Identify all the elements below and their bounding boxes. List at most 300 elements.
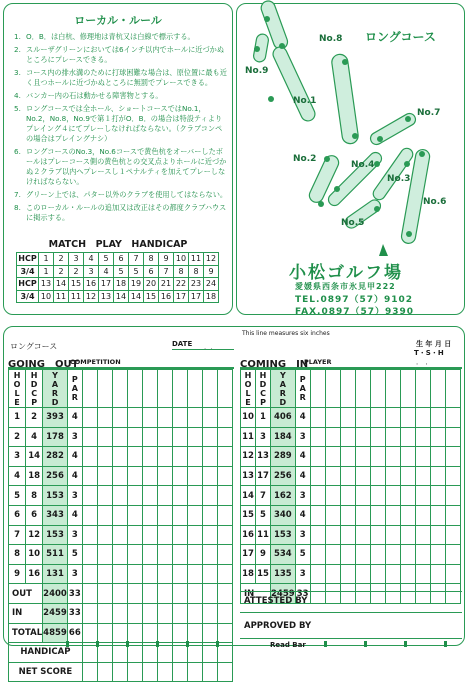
total-entry-cell[interactable] <box>142 584 157 604</box>
score-entry-cell[interactable] <box>385 427 400 447</box>
score-entry-cell[interactable] <box>355 525 370 545</box>
score-yard: 406 <box>271 408 296 428</box>
score-entry-cell[interactable] <box>157 505 172 525</box>
club-address: 愛媛県西条市氷見甲222 <box>295 282 396 291</box>
total-entry-cell[interactable] <box>97 584 112 604</box>
score-hole: 4 <box>9 466 26 486</box>
player-score-header[interactable] <box>325 370 340 408</box>
course-map-panel <box>236 3 465 315</box>
summary-entry-cell[interactable] <box>187 662 202 682</box>
score-entry-cell[interactable] <box>97 447 112 467</box>
score-entry-cell[interactable] <box>112 505 127 525</box>
score-entry-cell[interactable] <box>202 545 217 565</box>
score-row <box>9 505 233 525</box>
score-entry-cell[interactable] <box>112 408 127 428</box>
score-entry-cell[interactable] <box>325 486 340 506</box>
score-entry-cell[interactable] <box>82 427 97 447</box>
score-par: 4 <box>295 466 310 486</box>
score-entry-cell[interactable] <box>127 545 142 565</box>
total-entry-cell[interactable] <box>187 603 202 623</box>
summary-entry-cell[interactable] <box>97 643 112 663</box>
date-field[interactable]: ．． <box>204 343 221 351</box>
score-entry-cell[interactable] <box>310 466 325 486</box>
score-entry-cell[interactable] <box>172 505 187 525</box>
score-entry-cell[interactable] <box>112 427 127 447</box>
score-entry-cell[interactable] <box>430 505 445 525</box>
score-yard: 393 <box>43 408 68 428</box>
total-entry-cell[interactable] <box>202 584 217 604</box>
read-bar-tick <box>364 641 367 647</box>
score-entry-cell[interactable] <box>97 427 112 447</box>
approved-by-field[interactable] <box>240 619 462 639</box>
score-par: 3 <box>67 427 82 447</box>
score-entry-cell[interactable] <box>325 545 340 565</box>
summary-entry-cell[interactable] <box>142 662 157 682</box>
score-entry-cell[interactable] <box>430 486 445 506</box>
read-bar-tick <box>96 641 99 647</box>
score-entry-cell[interactable] <box>97 505 112 525</box>
score-entry-cell[interactable] <box>400 545 415 565</box>
total-entry-cell[interactable] <box>202 623 217 643</box>
score-yard: 153 <box>43 486 68 506</box>
score-entry-cell[interactable] <box>172 447 187 467</box>
summary-entry-cell[interactable] <box>157 662 172 682</box>
score-entry-cell[interactable] <box>157 564 172 584</box>
score-entry-cell[interactable] <box>127 486 142 506</box>
score-entry-cell[interactable] <box>97 408 112 428</box>
score-entry-cell[interactable] <box>445 545 460 565</box>
coming-in-title: COMING IN <box>240 359 309 370</box>
score-entry-cell[interactable] <box>82 486 97 506</box>
total-entry-cell[interactable] <box>82 623 97 643</box>
score-entry-cell[interactable] <box>385 505 400 525</box>
score-entry-cell[interactable] <box>355 505 370 525</box>
handicap-cell: 10 <box>39 290 54 303</box>
summary-entry-cell[interactable] <box>82 662 97 682</box>
score-entry-cell[interactable] <box>82 545 97 565</box>
score-entry-cell[interactable] <box>187 525 202 545</box>
score-entry-cell[interactable] <box>430 545 445 565</box>
score-entry-cell[interactable] <box>415 427 430 447</box>
total-entry-cell[interactable] <box>112 584 127 604</box>
player-score-header[interactable] <box>217 370 232 408</box>
score-entry-cell[interactable] <box>325 466 340 486</box>
course-title: ロングコース <box>365 30 436 44</box>
score-entry-cell[interactable] <box>430 447 445 467</box>
summary-entry-cell[interactable] <box>217 643 232 663</box>
total-entry-cell[interactable] <box>202 603 217 623</box>
score-entry-cell[interactable] <box>385 564 400 584</box>
score-entry-cell[interactable] <box>325 427 340 447</box>
rule-text: バンカー内の石は動かせる障害物とする。 <box>26 91 163 100</box>
score-entry-cell[interactable] <box>340 447 355 467</box>
score-hdcp: 8 <box>26 486 43 506</box>
rule-item <box>14 203 228 223</box>
score-entry-cell[interactable] <box>400 427 415 447</box>
score-entry-cell[interactable] <box>415 408 430 428</box>
player-score-header[interactable] <box>202 370 217 408</box>
score-entry-cell[interactable] <box>112 564 127 584</box>
score-entry-cell[interactable] <box>172 486 187 506</box>
score-entry-cell[interactable] <box>400 564 415 584</box>
score-entry-cell[interactable] <box>172 545 187 565</box>
total-entry-cell[interactable] <box>97 603 112 623</box>
score-entry-cell[interactable] <box>415 525 430 545</box>
score-entry-cell[interactable] <box>340 545 355 565</box>
score-entry-cell[interactable] <box>127 505 142 525</box>
summary-label: HANDICAP <box>9 643 83 663</box>
score-entry-cell[interactable] <box>202 427 217 447</box>
score-entry-cell[interactable] <box>112 466 127 486</box>
score-entry-cell[interactable] <box>187 505 202 525</box>
score-entry-cell[interactable] <box>157 525 172 545</box>
score-entry-cell[interactable] <box>187 564 202 584</box>
score-entry-cell[interactable] <box>415 466 430 486</box>
total-entry-cell[interactable] <box>127 584 142 604</box>
fairway-no1a <box>271 45 317 123</box>
score-entry-cell[interactable] <box>325 505 340 525</box>
score-entry-cell[interactable] <box>385 486 400 506</box>
score-entry-cell[interactable] <box>82 505 97 525</box>
player-score-header[interactable] <box>112 370 127 408</box>
player-score-header[interactable] <box>82 370 97 408</box>
total-entry-cell[interactable] <box>187 623 202 643</box>
score-entry-cell[interactable] <box>310 486 325 506</box>
score-entry-cell[interactable] <box>157 466 172 486</box>
score-entry-cell[interactable] <box>217 505 232 525</box>
score-hdcp: 12 <box>26 525 43 545</box>
player-score-header[interactable] <box>127 370 142 408</box>
score-entry-cell[interactable] <box>370 486 385 506</box>
total-entry-cell[interactable] <box>142 603 157 623</box>
handicap-cell: 24 <box>204 278 219 291</box>
score-entry-cell[interactable] <box>187 545 202 565</box>
score-entry-cell[interactable] <box>202 505 217 525</box>
score-par: 3 <box>67 525 82 545</box>
score-entry-cell[interactable] <box>370 545 385 565</box>
score-entry-cell[interactable] <box>370 525 385 545</box>
summary-entry-cell[interactable] <box>202 662 217 682</box>
total-entry-cell[interactable] <box>172 623 187 643</box>
score-entry-cell[interactable] <box>127 564 142 584</box>
score-entry-cell[interactable] <box>217 545 232 565</box>
score-entry-cell[interactable] <box>202 466 217 486</box>
score-entry-cell[interactable] <box>385 545 400 565</box>
score-yard: 184 <box>271 427 296 447</box>
score-entry-cell[interactable] <box>340 427 355 447</box>
score-entry-cell[interactable] <box>172 564 187 584</box>
player-score-header[interactable] <box>340 370 355 408</box>
score-entry-cell[interactable] <box>355 564 370 584</box>
player-score-header[interactable] <box>187 370 202 408</box>
score-entry-cell[interactable] <box>340 505 355 525</box>
score-entry-cell[interactable] <box>430 564 445 584</box>
score-entry-cell[interactable] <box>445 427 460 447</box>
score-entry-cell[interactable] <box>430 466 445 486</box>
score-entry-cell[interactable] <box>400 525 415 545</box>
score-entry-cell[interactable] <box>340 525 355 545</box>
score-entry-cell[interactable] <box>445 408 460 428</box>
score-entry-cell[interactable] <box>355 408 370 428</box>
score-entry-cell[interactable] <box>97 486 112 506</box>
score-entry-cell[interactable] <box>217 564 232 584</box>
total-entry-cell[interactable] <box>112 603 127 623</box>
score-entry-cell[interactable] <box>97 466 112 486</box>
score-entry-cell[interactable] <box>355 466 370 486</box>
score-entry-cell[interactable] <box>217 525 232 545</box>
score-entry-cell[interactable] <box>127 466 142 486</box>
player-score-header[interactable] <box>355 370 370 408</box>
score-entry-cell[interactable] <box>385 466 400 486</box>
score-entry-cell[interactable] <box>142 505 157 525</box>
total-entry-cell[interactable] <box>82 603 97 623</box>
score-entry-cell[interactable] <box>400 466 415 486</box>
total-row <box>9 603 233 623</box>
score-entry-cell[interactable] <box>400 447 415 467</box>
total-entry-cell[interactable] <box>157 603 172 623</box>
read-bar-tick <box>216 641 219 647</box>
hole-label-no1: No.1 <box>293 96 317 106</box>
score-entry-cell[interactable] <box>187 486 202 506</box>
total-entry-cell[interactable] <box>127 623 142 643</box>
score-entry-cell[interactable] <box>370 447 385 467</box>
score-entry-cell[interactable] <box>142 427 157 447</box>
score-entry-cell[interactable] <box>430 525 445 545</box>
score-par: 4 <box>295 447 310 467</box>
player-score-header[interactable] <box>385 370 400 408</box>
score-entry-cell[interactable] <box>142 486 157 506</box>
score-entry-cell[interactable] <box>325 447 340 467</box>
score-entry-cell[interactable] <box>445 466 460 486</box>
rule-item <box>14 45 228 65</box>
score-entry-cell[interactable] <box>310 525 325 545</box>
score-entry-cell[interactable] <box>310 545 325 565</box>
score-entry-cell[interactable] <box>142 564 157 584</box>
player-score-header[interactable] <box>430 370 445 408</box>
score-entry-cell[interactable] <box>325 408 340 428</box>
player-score-header[interactable] <box>172 370 187 408</box>
score-entry-cell[interactable] <box>157 545 172 565</box>
player-score-header[interactable] <box>157 370 172 408</box>
score-entry-cell[interactable] <box>112 447 127 467</box>
score-entry-cell[interactable] <box>217 447 232 467</box>
score-entry-cell[interactable] <box>157 408 172 428</box>
score-entry-cell[interactable] <box>325 525 340 545</box>
scorecard-course-label: ロングコース <box>10 342 58 351</box>
score-entry-cell[interactable] <box>370 466 385 486</box>
birthdate-field[interactable]: ．． <box>416 358 439 366</box>
score-entry-cell[interactable] <box>172 466 187 486</box>
total-entry-cell[interactable] <box>172 603 187 623</box>
player-score-header[interactable] <box>415 370 430 408</box>
score-entry-cell[interactable] <box>355 427 370 447</box>
score-entry-cell[interactable] <box>82 408 97 428</box>
player-score-header[interactable] <box>97 370 112 408</box>
score-entry-cell[interactable] <box>172 525 187 545</box>
score-hdcp: 5 <box>256 505 271 525</box>
player-score-header[interactable] <box>142 370 157 408</box>
score-entry-cell[interactable] <box>82 564 97 584</box>
score-entry-cell[interactable] <box>445 525 460 545</box>
score-hole: 2 <box>9 427 26 447</box>
score-entry-cell[interactable] <box>310 427 325 447</box>
score-entry-cell[interactable] <box>157 486 172 506</box>
score-par: 3 <box>295 427 310 447</box>
score-entry-cell[interactable] <box>82 447 97 467</box>
score-entry-cell[interactable] <box>340 564 355 584</box>
score-entry-cell[interactable] <box>172 427 187 447</box>
score-entry-cell[interactable] <box>355 545 370 565</box>
read-bar-tick <box>126 641 129 647</box>
score-hole: 12 <box>241 447 256 467</box>
score-entry-cell[interactable] <box>142 545 157 565</box>
score-entry-cell[interactable] <box>400 505 415 525</box>
total-entry-cell[interactable] <box>82 584 97 604</box>
score-entry-cell[interactable] <box>445 447 460 467</box>
summary-entry-cell[interactable] <box>187 643 202 663</box>
score-entry-cell[interactable] <box>340 466 355 486</box>
score-entry-cell[interactable] <box>142 466 157 486</box>
player-score-header[interactable] <box>445 370 460 408</box>
score-entry-cell[interactable] <box>415 486 430 506</box>
score-entry-cell[interactable] <box>310 564 325 584</box>
total-entry-cell[interactable] <box>112 623 127 643</box>
score-entry-cell[interactable] <box>97 525 112 545</box>
score-entry-cell[interactable] <box>157 447 172 467</box>
handicap-cell: 14 <box>129 290 144 303</box>
score-entry-cell[interactable] <box>142 447 157 467</box>
score-entry-cell[interactable] <box>430 408 445 428</box>
total-entry-cell[interactable] <box>127 603 142 623</box>
score-hdcp: 7 <box>256 486 271 506</box>
score-entry-cell[interactable] <box>82 525 97 545</box>
score-entry-cell[interactable] <box>202 486 217 506</box>
total-entry-cell[interactable] <box>217 584 232 604</box>
summary-entry-cell[interactable] <box>127 643 142 663</box>
score-entry-cell[interactable] <box>127 447 142 467</box>
player-score-header[interactable] <box>400 370 415 408</box>
summary-entry-cell[interactable] <box>157 643 172 663</box>
score-entry-cell[interactable] <box>445 486 460 506</box>
score-hole: 13 <box>241 466 256 486</box>
score-entry-cell[interactable] <box>142 525 157 545</box>
score-entry-cell[interactable] <box>370 505 385 525</box>
total-entry-cell[interactable] <box>172 584 187 604</box>
score-row <box>241 486 461 506</box>
score-entry-cell[interactable] <box>187 408 202 428</box>
score-entry-cell[interactable] <box>127 525 142 545</box>
score-entry-cell[interactable] <box>310 408 325 428</box>
score-entry-cell[interactable] <box>112 545 127 565</box>
score-entry-cell[interactable] <box>202 525 217 545</box>
score-entry-cell[interactable] <box>385 525 400 545</box>
total-entry-cell[interactable] <box>217 603 232 623</box>
rule-item <box>14 190 228 200</box>
summary-entry-cell[interactable] <box>217 662 232 682</box>
score-entry-cell[interactable] <box>157 427 172 447</box>
score-entry-cell[interactable] <box>370 408 385 428</box>
score-entry-cell[interactable] <box>112 486 127 506</box>
score-entry-cell[interactable] <box>325 564 340 584</box>
score-entry-cell[interactable] <box>340 408 355 428</box>
total-yard: 4859 <box>43 623 68 643</box>
total-entry-cell[interactable] <box>97 623 112 643</box>
score-entry-cell[interactable] <box>217 486 232 506</box>
handicap-cell: 13 <box>99 290 114 303</box>
score-entry-cell[interactable] <box>82 466 97 486</box>
player-score-header[interactable] <box>370 370 385 408</box>
score-entry-cell[interactable] <box>127 427 142 447</box>
score-entry-cell[interactable] <box>217 408 232 428</box>
score-entry-cell[interactable] <box>415 505 430 525</box>
total-entry-cell[interactable] <box>157 584 172 604</box>
total-entry-cell[interactable] <box>217 623 232 643</box>
score-entry-cell[interactable] <box>445 564 460 584</box>
score-entry-cell[interactable] <box>217 466 232 486</box>
summary-entry-cell[interactable] <box>127 662 142 682</box>
handicap-cell: 11 <box>69 290 84 303</box>
score-entry-cell[interactable] <box>385 447 400 467</box>
score-entry-cell[interactable] <box>415 545 430 565</box>
score-entry-cell[interactable] <box>112 525 127 545</box>
total-entry-cell[interactable] <box>157 623 172 643</box>
flag-marker <box>379 244 388 256</box>
score-entry-cell[interactable] <box>202 408 217 428</box>
score-hdcp: 11 <box>256 525 271 545</box>
score-entry-cell[interactable] <box>202 447 217 467</box>
score-entry-cell[interactable] <box>187 447 202 467</box>
score-entry-cell[interactable] <box>127 408 142 428</box>
score-entry-cell[interactable] <box>415 447 430 467</box>
score-entry-cell[interactable] <box>355 447 370 467</box>
score-entry-cell[interactable] <box>400 486 415 506</box>
score-entry-cell[interactable] <box>385 408 400 428</box>
competition-label: COMPETITION <box>70 358 121 366</box>
score-entry-cell[interactable] <box>445 505 460 525</box>
handicap-cell: 1 <box>39 265 54 278</box>
handicap-cell: 5 <box>99 253 114 266</box>
player-score-header[interactable] <box>310 370 325 408</box>
score-entry-cell[interactable] <box>202 564 217 584</box>
score-entry-cell[interactable] <box>142 408 157 428</box>
score-entry-cell[interactable] <box>172 408 187 428</box>
score-entry-cell[interactable] <box>430 427 445 447</box>
score-entry-cell[interactable] <box>355 486 370 506</box>
score-entry-cell[interactable] <box>97 545 112 565</box>
handicap-cell: 15 <box>69 278 84 291</box>
summary-entry-cell[interactable] <box>172 662 187 682</box>
club-fax: FAX.0897（57）9390 <box>295 307 415 317</box>
score-entry-cell[interactable] <box>187 466 202 486</box>
total-entry-cell[interactable] <box>142 623 157 643</box>
score-entry-cell[interactable] <box>310 505 325 525</box>
summary-entry-cell[interactable] <box>112 662 127 682</box>
score-entry-cell[interactable] <box>370 564 385 584</box>
score-entry-cell[interactable] <box>97 564 112 584</box>
attested-by-field[interactable] <box>240 591 462 613</box>
score-entry-cell[interactable] <box>217 427 232 447</box>
score-entry-cell[interactable] <box>187 427 202 447</box>
score-entry-cell[interactable] <box>340 486 355 506</box>
score-hole: 14 <box>241 486 256 506</box>
score-entry-cell[interactable] <box>400 408 415 428</box>
score-yard: 256 <box>43 466 68 486</box>
score-entry-cell[interactable] <box>370 427 385 447</box>
score-entry-cell[interactable] <box>310 447 325 467</box>
score-entry-cell[interactable] <box>415 564 430 584</box>
summary-entry-cell[interactable] <box>97 662 112 682</box>
total-entry-cell[interactable] <box>187 584 202 604</box>
